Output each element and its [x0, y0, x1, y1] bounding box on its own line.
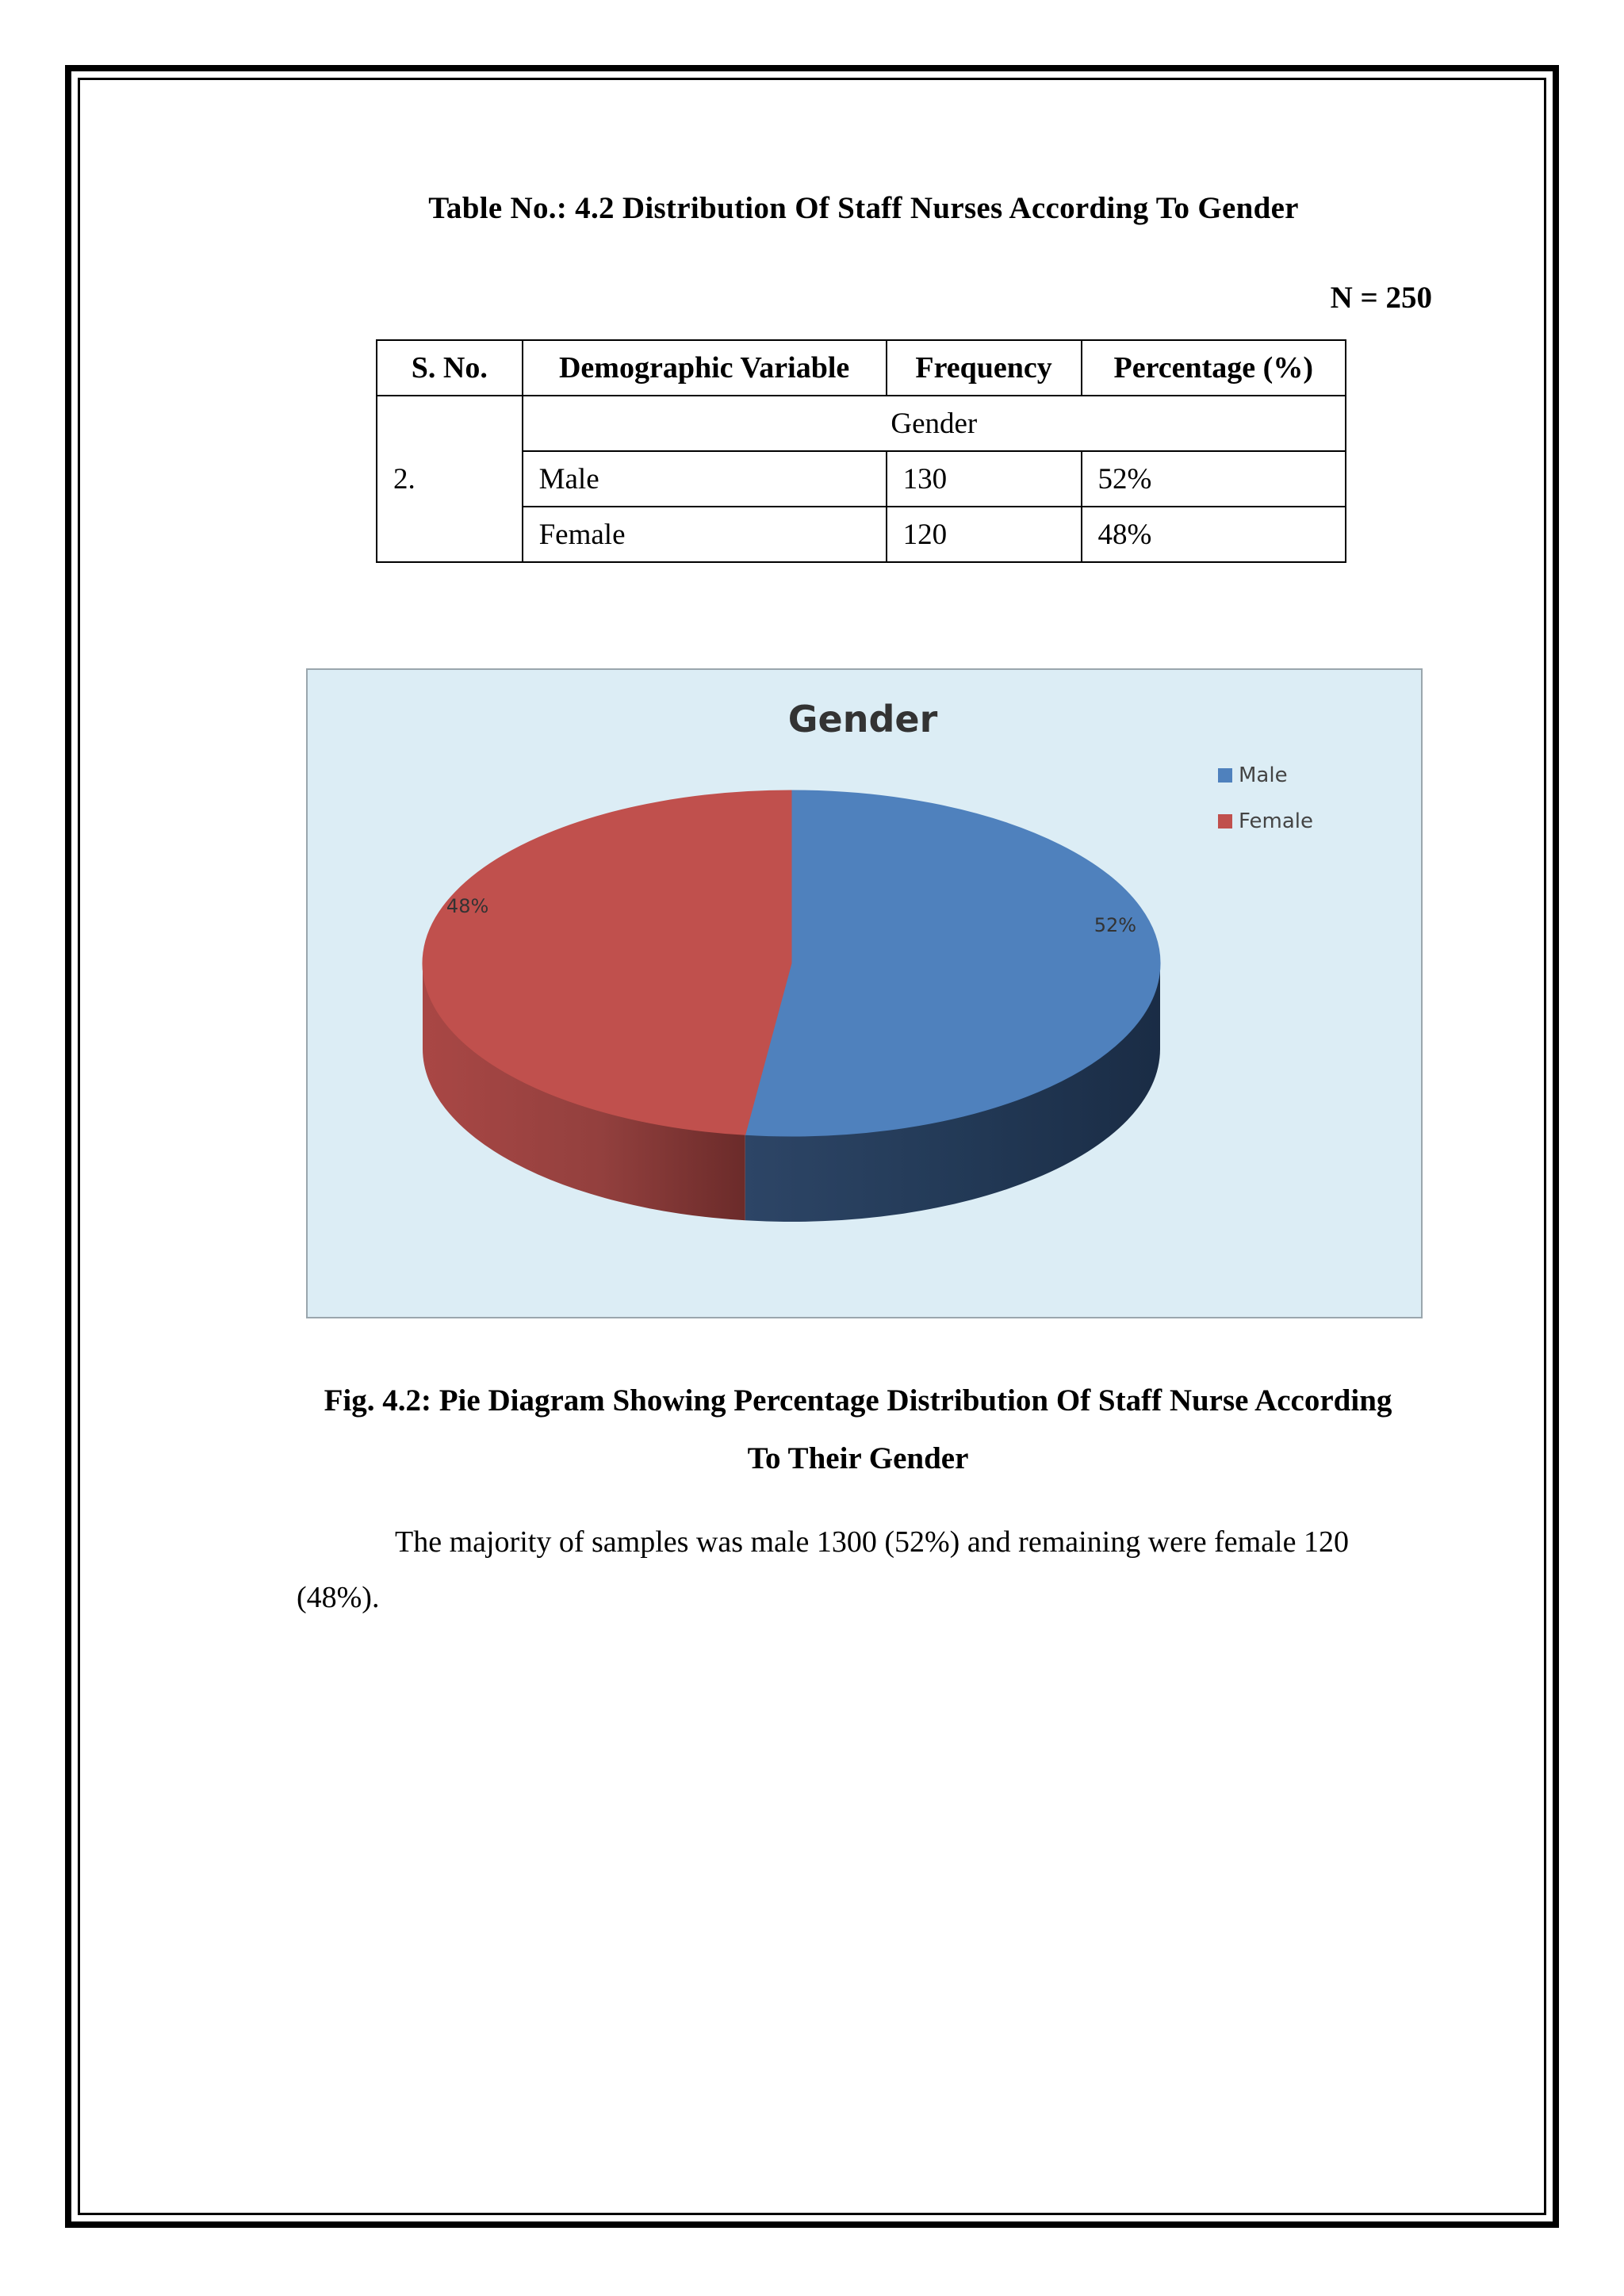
sample-size-label: N = 250 — [1330, 281, 1432, 315]
chart-title: Gender — [787, 698, 938, 740]
legend-swatch-female — [1218, 814, 1232, 828]
pie-chart — [306, 668, 1423, 1318]
table-row — [377, 451, 1346, 507]
gender-distribution-table — [376, 339, 1346, 563]
data-label-male: 52% — [1094, 914, 1137, 937]
data-label-female: 48% — [446, 894, 489, 917]
header-sno: S. No. — [377, 340, 523, 396]
header-frequency: Frequency — [887, 340, 1082, 396]
pie-chart-svg — [308, 670, 1421, 1317]
row-frequency: 120 — [887, 507, 1082, 562]
row-percentage: 48% — [1082, 507, 1346, 562]
row-percentage: 52% — [1082, 451, 1346, 507]
header-percentage: Percentage (%) — [1082, 340, 1346, 396]
legend-label-male: Male — [1239, 763, 1288, 787]
section-label: Gender — [523, 396, 1346, 451]
header-variable: Demographic Variable — [523, 340, 887, 396]
figure-caption-line1: Fig. 4.2: Pie Diagram Showing Percentage Distribution Of Staff Nurse According — [324, 1383, 1392, 1418]
legend-label-female: Female — [1239, 809, 1314, 833]
table-header-row — [377, 340, 1346, 396]
section-number: 2. — [377, 396, 523, 562]
figure-caption-line2: To Their Gender — [747, 1441, 969, 1475]
row-variable: Male — [523, 451, 887, 507]
row-frequency: 130 — [887, 451, 1082, 507]
summary-paragraph: The majority of samples was male 1300 (52%) and remaining were female 120 (48%). — [297, 1525, 1349, 1614]
figure-caption — [293, 1372, 1423, 1487]
table-title: Table No.: 4.2 Distribution Of Staff Nurses According To Gender — [428, 191, 1299, 225]
row-variable: Female — [523, 507, 887, 562]
table-row — [377, 507, 1346, 562]
table-row — [377, 396, 1346, 451]
legend-swatch-male — [1218, 768, 1232, 783]
